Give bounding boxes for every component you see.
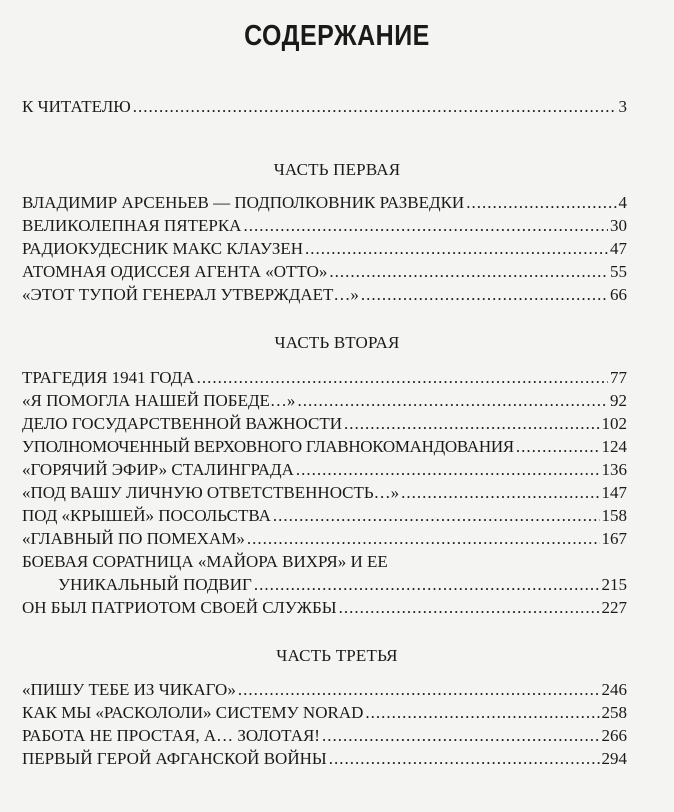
dot-leader xyxy=(339,597,600,619)
entry-page: 92 xyxy=(610,391,627,410)
entry-title: «ПИШУ ТЕБЕ ИЗ ЧИКАГО» xyxy=(22,680,236,699)
entry-page: 3 xyxy=(618,97,627,116)
entry-title: ПЕРВЫЙ ГЕРОЙ АФГАНСКОЙ ВОЙНЫ xyxy=(22,749,327,768)
toc-entry[interactable] xyxy=(22,702,627,724)
dot-leader xyxy=(243,215,608,237)
entry-title: ВЕЛИКОЛЕПНАЯ ПЯТЕРКА xyxy=(22,216,242,235)
dot-leader xyxy=(197,367,608,389)
dot-leader xyxy=(254,574,600,596)
toc-entry[interactable] xyxy=(22,367,627,389)
entry-page: 30 xyxy=(610,216,627,235)
entry-page: 258 xyxy=(601,703,627,722)
section-heading-part2: ЧАСТЬ ВТОРАЯ xyxy=(274,333,400,352)
entry-page: 147 xyxy=(601,483,627,502)
toc-entry[interactable] xyxy=(22,748,627,770)
entry-title: РАДИОКУДЕСНИК МАКС КЛАУЗЕН xyxy=(22,239,304,258)
entry-title: «Я ПОМОГЛА НАШЕЙ ПОБЕДЕ…» xyxy=(22,391,296,410)
entry-title: ОН БЫЛ ПАТРИОТОМ СВОЕЙ СЛУЖБЫ xyxy=(22,598,337,617)
entry-page: 158 xyxy=(601,506,627,525)
entry-title: К ЧИТАТЕЛЮ xyxy=(22,97,131,116)
toc-entry[interactable] xyxy=(22,482,627,504)
dot-leader xyxy=(361,284,608,306)
toc-entry[interactable] xyxy=(22,192,627,214)
entry-page: 102 xyxy=(601,414,627,433)
dot-leader xyxy=(133,96,617,118)
toc-entry-intro[interactable] xyxy=(22,96,627,118)
toc-entry[interactable] xyxy=(22,528,627,550)
dot-leader xyxy=(247,528,600,550)
entry-title: ПОД «КРЫШЕЙ» ПОСОЛЬСТВА xyxy=(22,506,271,525)
entry-page: 124 xyxy=(601,437,627,456)
dot-leader xyxy=(305,238,608,260)
entry-title: АТОМНАЯ ОДИССЕЯ АГЕНТА «ОТТО» xyxy=(22,262,328,281)
entry-title: РАБОТА НЕ ПРОСТАЯ, А… ЗОЛОТАЯ! xyxy=(22,726,320,745)
toc-entry[interactable] xyxy=(22,284,627,306)
toc-entry[interactable] xyxy=(22,505,627,527)
dot-leader xyxy=(466,192,616,214)
dot-leader xyxy=(329,748,600,770)
entry-page: 266 xyxy=(601,726,627,745)
toc-entry[interactable] xyxy=(22,413,627,435)
dot-leader xyxy=(273,505,600,527)
toc-entry[interactable] xyxy=(22,215,627,237)
entry-title: «ПОД ВАШУ ЛИЧНУЮ ОТВЕТСТВЕННОСТЬ…» xyxy=(22,483,400,502)
entry-title: ВЛАДИМИР АРСЕНЬЕВ — ПОДПОЛКОВНИК РАЗВЕДКИ xyxy=(22,193,465,212)
page-title: СОДЕРЖАНИЕ xyxy=(244,19,430,53)
dot-leader xyxy=(329,261,608,283)
entry-title-line1[interactable]: БОЕВАЯ СОРАТНИЦА «МАЙОРА ВИХРЯ» И ЕЕ xyxy=(22,552,388,571)
toc-entry[interactable] xyxy=(22,238,627,260)
dot-leader xyxy=(516,436,600,458)
entry-page: 47 xyxy=(610,239,627,258)
entry-title: «ГЛАВНЫЙ ПО ПОМЕХАМ» xyxy=(22,529,245,548)
entry-page: 66 xyxy=(610,285,627,304)
entry-title: КАК МЫ «РАСКОЛОЛИ» СИСТЕМУ NORAD xyxy=(22,703,364,722)
entry-title: «ЭТОТ ТУПОЙ ГЕНЕРАЛ УТВЕРЖДАЕТ…» xyxy=(22,285,359,304)
entry-page: 227 xyxy=(601,598,627,617)
section-heading-part3: ЧАСТЬ ТРЕТЬЯ xyxy=(276,646,398,665)
dot-leader xyxy=(297,390,608,412)
entry-page: 136 xyxy=(601,460,627,479)
toc-entry[interactable] xyxy=(22,459,627,481)
dot-leader xyxy=(238,679,600,701)
entry-page: 167 xyxy=(601,529,627,548)
toc-entry[interactable] xyxy=(22,597,627,619)
dot-leader xyxy=(401,482,599,504)
dot-leader xyxy=(344,413,599,435)
toc-entry[interactable] xyxy=(58,574,627,596)
entry-page: 294 xyxy=(601,749,627,768)
toc-entry[interactable] xyxy=(22,436,627,458)
entry-title: ДЕЛО ГОСУДАРСТВЕННОЙ ВАЖНОСТИ xyxy=(22,414,343,433)
dot-leader xyxy=(322,725,600,747)
dot-leader xyxy=(365,702,599,724)
toc-entry[interactable] xyxy=(22,390,627,412)
entry-page: 77 xyxy=(610,368,627,387)
entry-page: 215 xyxy=(601,575,627,594)
entry-title: ТРАГЕДИЯ 1941 ГОДА xyxy=(22,368,195,387)
toc-entry[interactable] xyxy=(22,261,627,283)
entry-title: «ГОРЯЧИЙ ЭФИР» СТАЛИНГРАДА xyxy=(22,460,294,479)
toc-entry[interactable] xyxy=(22,679,627,701)
entry-page: 4 xyxy=(618,193,627,212)
entry-title: УПОЛНОМОЧЕННЫЙ ВЕРХОВНОГО ГЛАВНОКОМАНДОВАНИЯ xyxy=(22,437,514,456)
section-heading-part1: ЧАСТЬ ПЕРВАЯ xyxy=(273,160,401,179)
entry-page: 246 xyxy=(601,680,627,699)
dot-leader xyxy=(296,459,600,481)
toc-entry[interactable] xyxy=(22,725,627,747)
entry-page: 55 xyxy=(610,262,627,281)
entry-title-line2: УНИКАЛЬНЫЙ ПОДВИГ xyxy=(58,575,252,594)
